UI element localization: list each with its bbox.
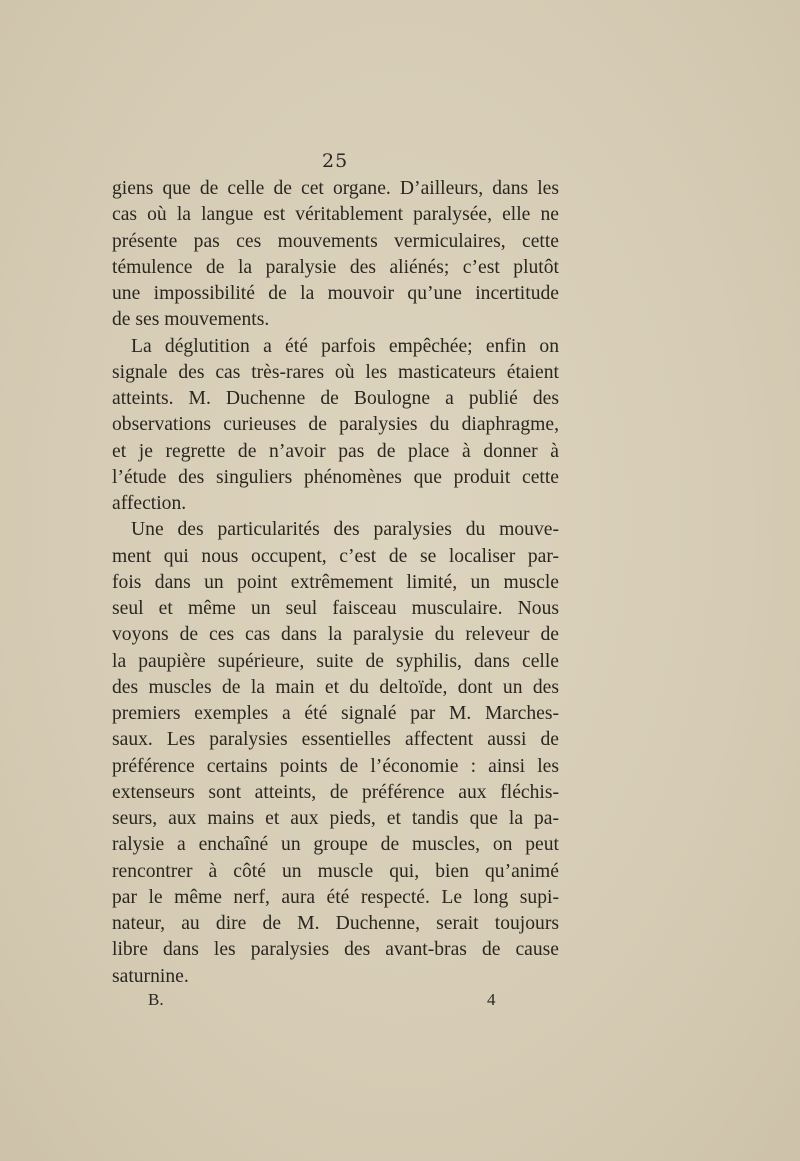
text-line: seul et même un seul faisceau musculaire. Nous [112,598,559,619]
text-line: voyons de ces cas dans la paralysie du releveur de [112,624,559,646]
text-line: libre dans les paralysies des avant-bras de cause [112,939,559,961]
printer-signature-mark: B. [148,990,164,1009]
text-line: extenseurs sont atteints, de préférence aux fléchis- [112,781,559,803]
text-line: nateur, au dire de M. Duchenne, serait toujours [112,913,559,934]
text-line: La déglutition a été parfois empêchée; enfin on [131,335,559,357]
text-line: saux. Les paralysies essentielles affectent aussi de [112,729,559,751]
text-line: atteints. M. Duchenne de Boulogne a publié des [112,388,559,409]
text-line: premiers exemples a été signalé par M. Marches- [112,703,559,724]
text-line: de ses mouvements. [112,309,270,331]
text-line: présente pas ces mouvements vermiculaires, cette [112,230,559,252]
text-line: Une des particularités des paralysies du mouve- [131,519,559,541]
text-line: ralysie a enchaîné un groupe de muscles, on peut [112,834,559,856]
text-line: par le même nerf, aura été respecté. Le long supi- [112,886,559,908]
text-line: cas où la langue est véritablement paralysée, elle ne [112,204,559,226]
text-line: l’étude des singuliers phénomènes que produit cette [112,466,559,488]
text-line: affection. [112,493,187,514]
text-line: des muscles de la main et du deltoïde, dont un des [112,676,559,698]
text-line: observations curieuses de paralysies du diaphragme, [112,414,559,436]
text-line: saturnine. [112,965,189,987]
text-line: témulence de la paralysie des aliénés; c’est plutôt [112,256,559,278]
text-line: signale des cas très-rares où les masticateurs étaient [112,361,559,383]
text-line: préférence certains points de l’économie : ainsi les [112,755,559,777]
text-line: fois dans un point extrêmement limité, un muscle [112,571,559,593]
page-number: 25 [322,150,349,172]
sheet-number: 4 [487,990,496,1009]
text-line: une impossibilité de la mouvoir qu’une incertitude [112,283,559,304]
text-line: giens que de celle de cet organe. D’ailleurs, dans les [112,178,559,199]
text-line: seurs, aux mains et aux pieds, et tandis que la pa- [112,808,559,829]
body-text [112,176,559,990]
text-line: la paupière supérieure, suite de syphilis, dans celle [112,650,559,672]
text-line: rencontrer à côté un muscle qui, bien qu’animé [112,860,559,882]
text-line: et je regrette de n’avoir pas de place à donner à [112,440,559,462]
text-line: ment qui nous occupent, c’est de se localiser par- [112,545,559,567]
